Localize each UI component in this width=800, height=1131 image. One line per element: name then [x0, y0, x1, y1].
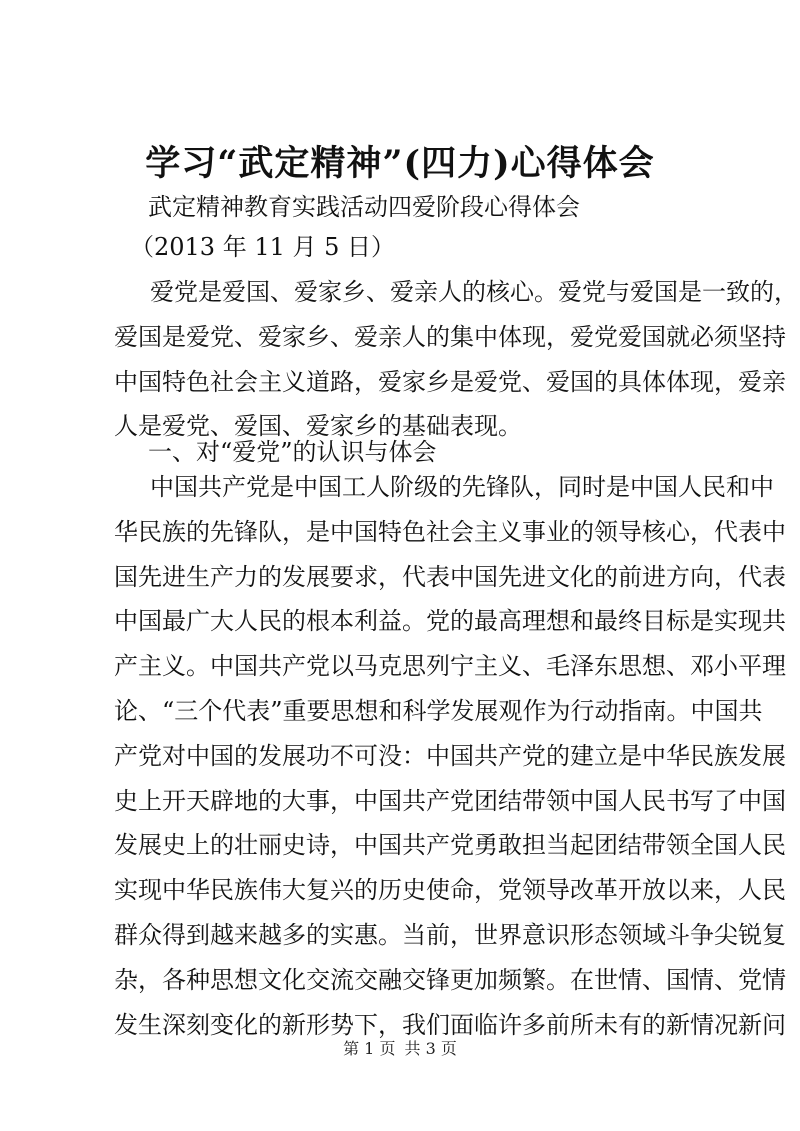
section-heading: 一、对“爱党”的认识与体会 — [148, 438, 437, 466]
paragraph-line: 史上开天辟地的大事，中国共产党团结带领中国人民书写了中国 — [114, 786, 786, 815]
paragraph-line: 中国最广大人民的根本利益。党的最高理想和最终目标是实现共 — [114, 607, 786, 636]
paragraph-line: 爱国是爱党、爱家乡、爱亲人的集中体现，爱党爱国就必须坚持 — [114, 322, 786, 351]
page-number: 第 1 页 — [343, 1039, 396, 1058]
paragraph-line: 爱党是爱国、爱家乡、爱亲人的核心。爱党与爱国是一致的， — [150, 278, 798, 306]
paragraph-line: 群众得到越来越多的实惠。当前，世界意识形态领域斗争尖锐复 — [114, 920, 786, 949]
paragraph-line: 人是爱党、爱国、爱家乡的基础表现。 — [114, 412, 522, 441]
document-subtitle: 武定精神教育实践活动四爱阶段心得体会 — [148, 193, 580, 221]
paragraph-2 — [114, 465, 786, 1047]
paragraph-1 — [114, 270, 798, 449]
paragraph-line: 产主义。中国共产党以马克思列宁主义、毛泽东思想、邓小平理 — [114, 652, 786, 681]
document-date: （2013 年 11 月 5 日） — [130, 233, 396, 261]
paragraph-line: 实现中华民族伟大复兴的历史使命，党领导改革开放以来，人民 — [114, 876, 786, 905]
paragraph-line: 产党对中国的发展功不可没：中国共产党的建立是中华民族发展 — [114, 741, 786, 770]
page-footer — [0, 1037, 800, 1061]
paragraph-line: 中国特色社会主义道路，爱家乡是爱党、爱国的具体体现，爱亲 — [114, 367, 786, 396]
paragraph-line: 国先进生产力的发展要求，代表中国先进文化的前进方向，代表 — [114, 562, 786, 591]
paragraph-line: 论、“三个代表”重要思想和科学发展观作为行动指南。中国共 — [114, 696, 763, 725]
page-total: 共 3 页 — [404, 1039, 457, 1058]
paragraph-line: 华民族的先锋队，是中国特色社会主义事业的领导核心，代表中 — [114, 517, 786, 546]
document-title: 学习“武定精神”(四力)心得体会 — [145, 143, 655, 184]
paragraph-line: 杂，各种思想文化交流交融交锋更加频繁。在世情、国情、党情 — [114, 965, 786, 994]
paragraph-line: 发生深刻变化的新形势下，我们面临许多前所未有的新情况新问 — [114, 1010, 786, 1039]
paragraph-line: 中国共产党是中国工人阶级的先锋队，同时是中国人民和中 — [150, 473, 774, 501]
paragraph-line: 发展史上的壮丽史诗，中国共产党勇敢担当起团结带领全国人民 — [114, 831, 786, 860]
